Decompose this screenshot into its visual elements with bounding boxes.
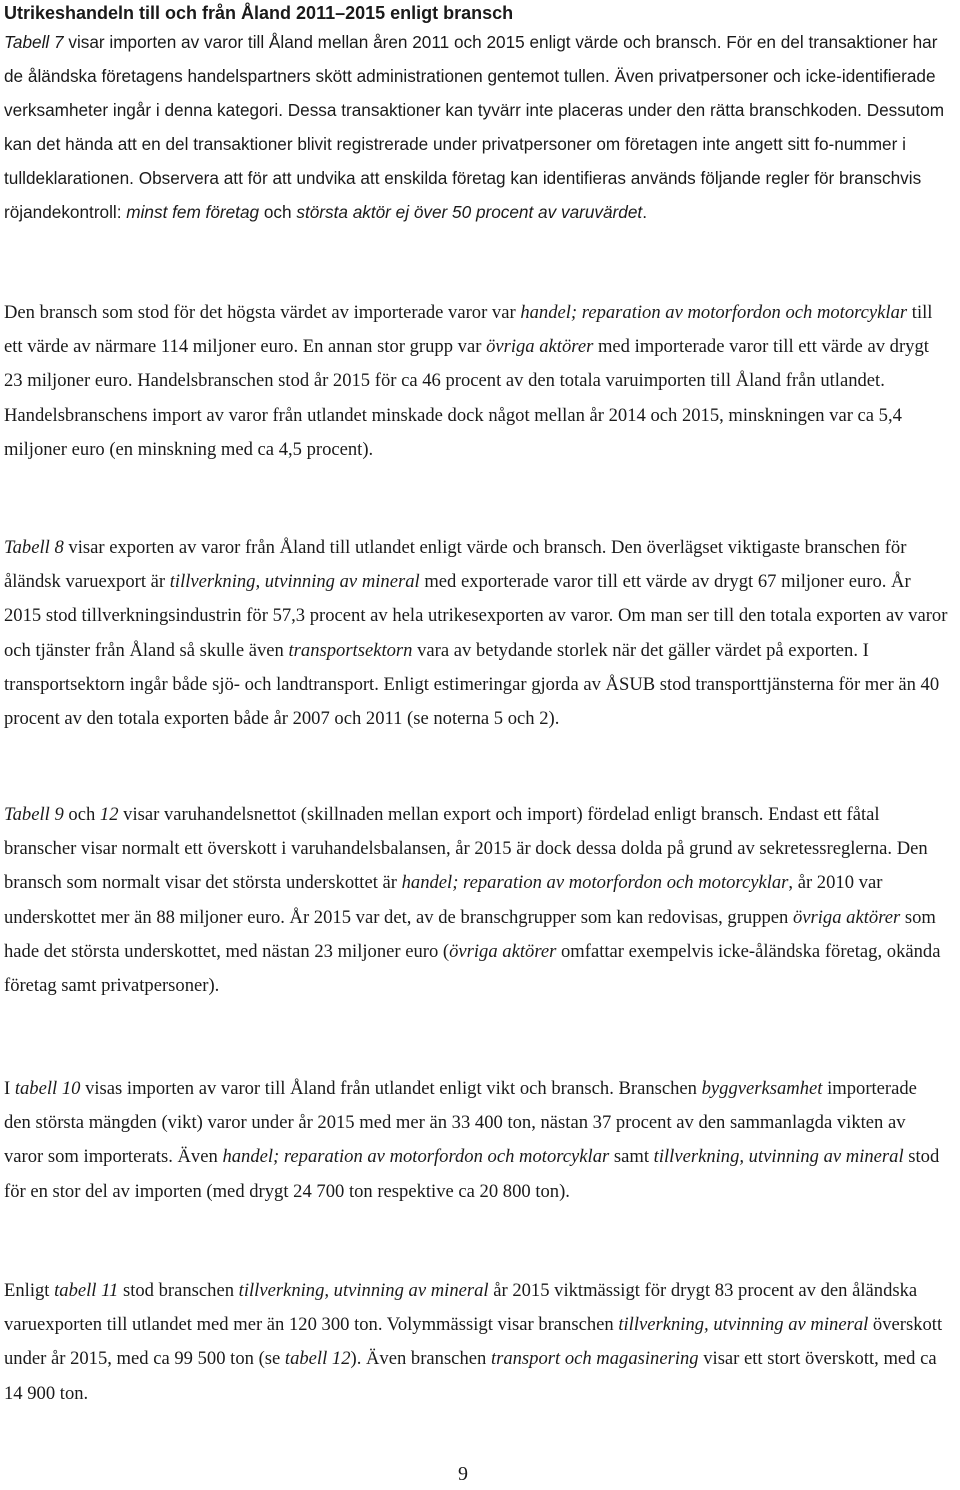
table-ref: tabell 10	[14, 1078, 81, 1099]
table-ref: 12	[99, 804, 119, 825]
branch-name: transportsektorn	[288, 639, 413, 661]
paragraph-trade-net	[4, 798, 948, 1003]
text: .	[642, 201, 647, 222]
branch-name: övriga aktörer	[792, 906, 901, 928]
paragraph-import-value-intro	[4, 26, 948, 229]
text: visar varuhandelsnettot (skillnaden mellan export och import) fördelad enligt bransch. Endast ett fåtal branscher visar normalt ett överskott i varuhandelsbalansen, år 2015 är dock dessa dolda på grund av sekretessreglerna. Den bransch som normalt visar det största underskottet är	[4, 804, 928, 894]
text: år 2015 viktmässigt för drygt 83 procent av den åländska varuexporten till utlandet med mer än 120 300 ton. Volymmässigt visar branschen	[4, 1280, 918, 1336]
text: och	[63, 804, 100, 825]
table-ref: tabell 11	[54, 1280, 119, 1301]
text: Den bransch som stod för det högsta värdet av importerade varor var	[4, 302, 521, 323]
text: som hade det största underskottet, med nästan 23 miljoner euro (	[4, 906, 936, 962]
paragraph-import-weight	[4, 1072, 948, 1209]
section-heading: Utrikeshandeln till och från Åland 2011–2015 enligt bransch	[4, 3, 514, 23]
text: visar ett stort överskott, med ca 14 900 ton.	[4, 1348, 937, 1404]
text: med exporterade varor till ett värde av drygt 67 miljoner euro. År 2015 stod tillverkningsindustrin för 57,3 procent av hela utrikesexporten av varor. Om man ser till den totala exporten av varor och tjänster från Åland så skulle även	[4, 571, 948, 661]
text: visar exporten av varor från Åland till utlandet enligt värde och bransch. Den överlägset viktigaste branschen för åländsk varuexport är	[4, 537, 907, 593]
text: importerade den största mängden (vikt) varor under år 2015 med mer än 33 400 ton, nästan 37 procent av den sammanlagda vikten av varor som importerats. Även	[4, 1078, 917, 1168]
text: samt	[609, 1146, 654, 1168]
text: , år 2010 var underskottet mer än 88 miljoner euro. År 2015 var det, av de branschgrupper som kan redovisas, gruppen	[4, 872, 883, 928]
branch-name: handel; reparation av motorfordon och motorcyklar	[401, 872, 789, 894]
emphasis: största aktör ej över 50 procent av varuvärdet	[296, 201, 643, 222]
branch-name: handel; reparation av motorfordon och motorcyklar	[520, 302, 908, 323]
table-ref: Tabell 7	[4, 32, 64, 52]
text: ). Även branschen	[350, 1348, 491, 1370]
paragraph-export-value	[4, 531, 948, 736]
text: och	[259, 201, 297, 222]
branch-name: övriga aktörer	[449, 940, 557, 962]
text: visar importen av varor till Åland mellan åren 2011 och 2015 enligt värde och bransch. För en del transaktioner har de åländska företagens handelspartners skött administrationen gentemot tullen. Även privatpersoner och icke-identifierade verksamheter ingår i denna kategori. Dessa transaktioner kan tyvärr inte placeras under den rätta branschkoden. Dessutom kan det hända att en del transaktioner blivit registrerade under privatpersoner om företagen inte angett sitt fo-nummer i tulldeklarationen. Observera att för att undvika att enskilda företag kan identifieras används följande regler för branschvis röjandekontroll:	[4, 32, 945, 222]
text: stod för en stor del av importen (med drygt 24 700 ton respektive ca 20 800 ton).	[4, 1146, 940, 1202]
branch-name: transport och magasinering	[490, 1348, 699, 1370]
branch-name: tillverkning, utvinning av mineral	[238, 1280, 489, 1301]
branch-name: tillverkning, utvinning av mineral	[618, 1314, 869, 1336]
paragraph-import-value	[4, 296, 948, 467]
emphasis: minst fem företag	[126, 201, 260, 222]
table-ref: tabell 12	[284, 1348, 351, 1370]
text: omfattar exempelvis icke-åländska företag, okända företag samt privatpersoner).	[4, 940, 941, 997]
text: stod branschen	[118, 1280, 239, 1301]
branch-name: tillverkning, utvinning av mineral	[169, 571, 420, 593]
text: Enligt	[4, 1280, 55, 1301]
paragraph-export-weight	[4, 1274, 948, 1411]
text: till ett värde av närmare 114 miljoner euro. En annan stor grupp var	[4, 302, 933, 358]
branch-name: tillverkning, utvinning av mineral	[653, 1146, 904, 1168]
table-ref: Tabell 8	[4, 537, 64, 558]
text: vara av betydande storlek när det gäller värdet på exporten. I transportsektorn ingår både sjö- och landtransport. Enligt estimeringar gjorda av ÅSUB stod transporttjänsterna för mer än 40 procent av den totala exporten både år 2007 och 2011 (se noterna 5 och 2).	[4, 639, 940, 730]
branch-name: byggverksamhet	[701, 1078, 823, 1099]
branch-name: handel; reparation av motorfordon och motorcyklar	[222, 1146, 610, 1168]
branch-name: övriga aktörer	[486, 336, 594, 358]
text: med importerade varor till ett värde av drygt 23 miljoner euro. Handelsbranschen stod år 2015 för ca 46 procent av den totala varuimporten till Åland från utlandet. Handelsbranschens import av varor från utlandet minskade dock något mellan år 2014 och 2015, minskningen var ca 5,4 miljoner euro (en minskning med ca 4,5 procent).	[4, 336, 929, 460]
text: I	[4, 1078, 15, 1099]
text: överskott under år 2015, med ca 99 500 ton (se	[4, 1314, 943, 1370]
page-number: 9	[458, 1463, 468, 1485]
text: visas importen av varor till Åland från utlandet enligt vikt och bransch. Branschen	[80, 1078, 702, 1099]
table-ref: Tabell 9	[4, 804, 64, 825]
